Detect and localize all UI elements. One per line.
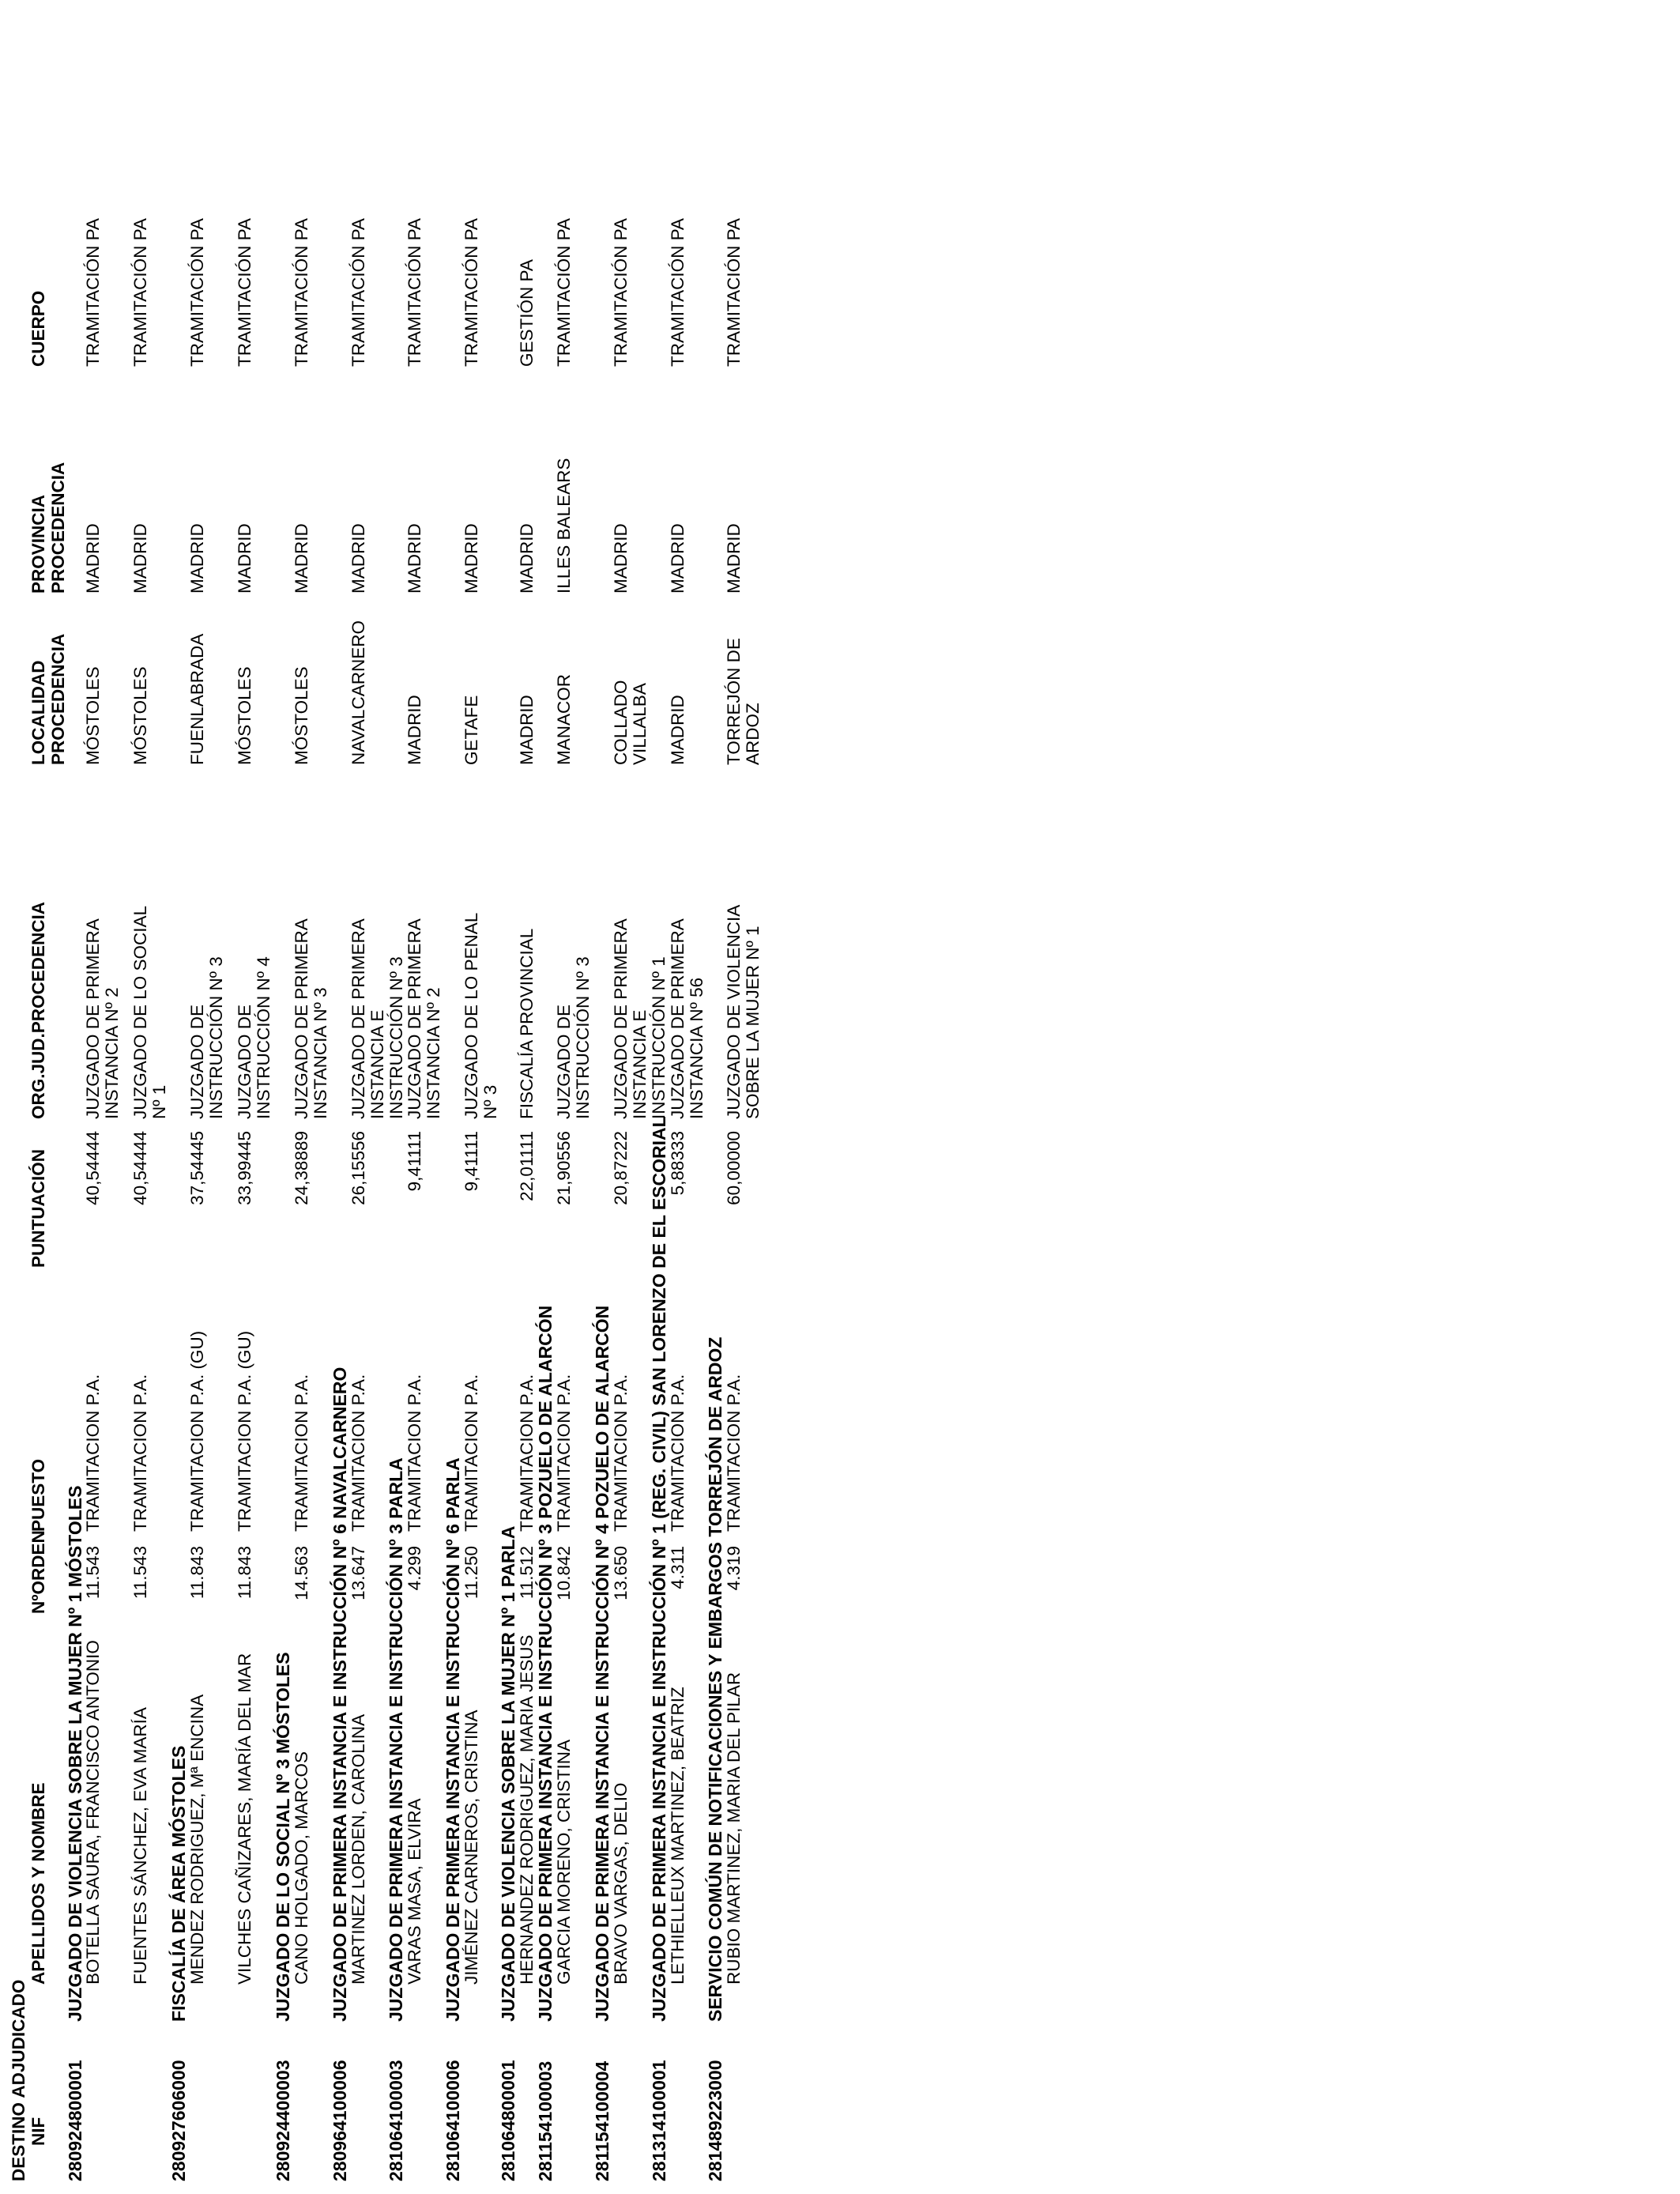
row-nombre: MENDEZ RODRIGUEZ, Mª ENCINA bbox=[187, 1694, 207, 1985]
row-cuerpo: TRAMITACIÓN PA bbox=[187, 218, 207, 367]
row-provincia: MADRID bbox=[517, 523, 537, 594]
group-nif: 281064100006 bbox=[443, 2060, 463, 2181]
row-org: JUZGADO DE LO SOCIAL Nº 1 bbox=[130, 906, 169, 1119]
row-puntuacion: 37,54445 bbox=[187, 1131, 207, 1205]
col-header-nombre: APELLIDOS Y NOMBRE bbox=[28, 1782, 48, 1985]
group-nif: 281489223000 bbox=[705, 2060, 725, 2181]
row-localidad: MANACOR bbox=[554, 673, 574, 765]
row-localidad: MADRID bbox=[668, 695, 687, 765]
row-puntuacion: 24,38889 bbox=[292, 1131, 311, 1205]
row-puesto: TRAMITACION P.A. (GU) bbox=[187, 1330, 207, 1532]
row-org: JUZGADO DE PRIMERA INSTANCIA E INSTRUCCIÓN Nº 3 bbox=[348, 919, 406, 1119]
group-nif: 281154100004 bbox=[592, 2060, 612, 2181]
row-provincia: MADRID bbox=[83, 523, 103, 594]
row-localidad: GETAFE bbox=[461, 695, 481, 765]
row-cuerpo: TRAMITACIÓN PA bbox=[554, 218, 574, 367]
row-cuerpo: GESTIÓN PA bbox=[517, 259, 537, 367]
row-puesto: TRAMITACION P.A. bbox=[554, 1374, 574, 1532]
group-name: SERVICIO COMÚN DE NOTIFICACIONES Y EMBARGOS TORREJÓN DE ARDOZ bbox=[705, 1336, 725, 2022]
row-puesto: TRAMITACION P.A. bbox=[461, 1374, 481, 1532]
row-norden: 4.311 bbox=[668, 1546, 687, 1589]
group-name: JUZGADO DE PRIMERA INSTANCIA E INSTRUCCIÓN Nº 3 POZUELO DE ALARCÓN bbox=[535, 1305, 556, 2022]
row-provincia: MADRID bbox=[130, 523, 150, 594]
row-norden: 4.319 bbox=[724, 1546, 744, 1591]
group-nif: 281154100003 bbox=[535, 2060, 556, 2181]
row-provincia: MADRID bbox=[461, 523, 481, 594]
row-nombre: RUBIO MARTINEZ, MARIA DEL PILAR bbox=[724, 1672, 744, 1985]
row-cuerpo: TRAMITACIÓN PA bbox=[348, 218, 368, 367]
row-nombre: MARTINEZ LORDEN, CAROLINA bbox=[348, 1713, 368, 1985]
row-org: JUZGADO DE LO PENAL Nº 3 bbox=[461, 913, 500, 1119]
row-nombre: BRAVO VARGAS, DELIO bbox=[611, 1782, 631, 1985]
col-header-provincia: PROVINCIA PROCEDENCIA bbox=[28, 462, 68, 594]
group-nif: 281064800001 bbox=[498, 2060, 518, 2181]
row-norden: 11.512 bbox=[517, 1546, 537, 1600]
row-puntuacion: 40,54444 bbox=[130, 1131, 150, 1205]
row-provincia: MADRID bbox=[405, 523, 424, 594]
group-name: JUZGADO DE PRIMERA INSTANCIA E INSTRUCCIÓN Nº 1 (REG. CIVIL) SAN LORENZO DE EL ESCORIAL bbox=[649, 1116, 669, 2022]
document-title: DESTINO ADJUDICADO bbox=[9, 1979, 28, 2181]
row-nombre: LETHIELLEUX MARTINEZ, BEATRIZ bbox=[668, 1687, 687, 1985]
row-org: JUZGADO DE PRIMERA INSTANCIA Nº 2 bbox=[405, 919, 443, 1119]
row-localidad: NAVALCARNERO bbox=[348, 620, 368, 765]
row-provincia: MADRID bbox=[235, 523, 254, 594]
row-norden: 13.650 bbox=[611, 1546, 631, 1600]
row-provincia: MADRID bbox=[187, 523, 207, 594]
row-cuerpo: TRAMITACIÓN PA bbox=[83, 218, 103, 367]
row-puesto: TRAMITACION P.A. bbox=[724, 1374, 744, 1532]
row-org: JUZGADO DE INSTRUCCIÓN Nº 3 bbox=[187, 956, 226, 1119]
row-localidad: TORREJÓN DE ARDOZ bbox=[724, 638, 763, 765]
group-nif: 280964100006 bbox=[330, 2060, 350, 2181]
row-cuerpo: TRAMITACIÓN PA bbox=[405, 218, 424, 367]
row-org: JUZGADO DE PRIMERA INSTANCIA E INSTRUCCIÓN Nº 1 bbox=[611, 919, 669, 1119]
col-header-localidad: LOCALIDAD PROCEDENCIA bbox=[28, 633, 68, 765]
row-nombre: VILCHES CAÑIZARES, MARÍA DEL MAR bbox=[235, 1653, 254, 1985]
row-norden: 11.543 bbox=[83, 1546, 103, 1600]
row-puesto: TRAMITACION P.A. (GU) bbox=[235, 1330, 254, 1532]
group-nif: 280927606000 bbox=[168, 2060, 189, 2181]
row-puntuacion: 40,54444 bbox=[83, 1131, 103, 1205]
row-nombre: FUENTES SÁNCHEZ, EVA MARÍA bbox=[130, 1707, 150, 1985]
row-puesto: TRAMITACION P.A. bbox=[668, 1374, 687, 1532]
row-norden: 10.842 bbox=[554, 1546, 574, 1600]
row-org: JUZGADO DE INSTRUCCIÓN Nº 4 bbox=[235, 956, 273, 1119]
group-name: JUZGADO DE PRIMERA INSTANCIA E INSTRUCCIÓN Nº 6 NAVALCARNERO bbox=[330, 1367, 350, 2022]
row-org: FISCALÍA PROVINCIAL bbox=[517, 928, 537, 1119]
col-header-norden: NºORDEN bbox=[28, 1530, 48, 1614]
row-provincia: MADRID bbox=[724, 523, 744, 594]
row-nombre: CANO HOLGADO, MARCOS bbox=[292, 1751, 311, 1985]
row-provincia: MADRID bbox=[668, 523, 687, 594]
row-nombre: HERNANDEZ RODRIGUEZ, MARIA JESUS bbox=[517, 1634, 537, 1985]
row-localidad: MÓSTOLES bbox=[292, 666, 311, 765]
row-provincia: MADRID bbox=[611, 523, 631, 594]
row-norden: 11.843 bbox=[187, 1546, 207, 1600]
row-org: JUZGADO DE PRIMERA INSTANCIA Nº 2 bbox=[83, 919, 122, 1119]
row-localidad: FUENLABRADA bbox=[187, 633, 207, 765]
group-name: JUZGADO DE PRIMERA INSTANCIA E INSTRUCCIÓN Nº 3 PARLA bbox=[386, 1457, 406, 2022]
row-puntuacion: 9,41111 bbox=[405, 1131, 424, 1192]
row-localidad: MÓSTOLES bbox=[235, 666, 254, 765]
group-name: JUZGADO DE LO SOCIAL Nº 3 MÓSTOLES bbox=[273, 1652, 293, 2022]
row-nombre: GARCIA MORENO, CRISTINA bbox=[554, 1739, 574, 1985]
row-norden: 14.563 bbox=[292, 1546, 311, 1600]
col-header-cuerpo: CUERPO bbox=[28, 290, 48, 367]
row-puesto: TRAMITACION P.A. bbox=[83, 1374, 103, 1532]
row-norden: 13.647 bbox=[348, 1546, 368, 1600]
row-provincia: MADRID bbox=[292, 523, 311, 594]
row-puesto: TRAMITACION P.A. bbox=[292, 1374, 311, 1532]
row-puntuacion: 60,00000 bbox=[724, 1131, 744, 1205]
row-puesto: TRAMITACION P.A. bbox=[130, 1374, 150, 1532]
row-localidad: MADRID bbox=[405, 695, 424, 765]
row-cuerpo: TRAMITACIÓN PA bbox=[668, 218, 687, 367]
row-nombre: VARAS MASA, ELVIRA bbox=[405, 1798, 424, 1985]
row-puesto: TRAMITACION P.A. bbox=[348, 1374, 368, 1532]
row-puntuacion: 9,41111 bbox=[461, 1131, 481, 1192]
row-cuerpo: TRAMITACIÓN PA bbox=[235, 218, 254, 367]
row-puntuacion: 33,99445 bbox=[235, 1131, 254, 1205]
row-cuerpo: TRAMITACIÓN PA bbox=[461, 218, 481, 367]
group-name: JUZGADO DE PRIMERA INSTANCIA E INSTRUCCIÓN Nº 4 POZUELO DE ALARCÓN bbox=[592, 1305, 612, 2022]
row-cuerpo: TRAMITACIÓN PA bbox=[292, 218, 311, 367]
group-nif: 280924800001 bbox=[65, 2060, 85, 2181]
row-puntuacion: 21,90556 bbox=[554, 1131, 574, 1205]
row-norden: 11.250 bbox=[461, 1546, 481, 1600]
group-name: FISCALÍA DE ÁREA MÓSTOLES bbox=[168, 1745, 189, 2022]
row-org: JUZGADO DE INSTRUCCIÓN Nº 3 bbox=[554, 956, 593, 1119]
row-cuerpo: TRAMITACIÓN PA bbox=[130, 218, 150, 367]
col-header-puntuacion: PUNTUACIÓN bbox=[28, 1149, 48, 1268]
group-name: JUZGADO DE PRIMERA INSTANCIA E INSTRUCCIÓN Nº 6 PARLA bbox=[443, 1457, 463, 2022]
row-norden: 11.543 bbox=[130, 1546, 150, 1600]
row-puesto: TRAMITACION P.A. bbox=[611, 1374, 631, 1532]
row-org: JUZGADO DE PRIMERA INSTANCIA Nº 56 bbox=[668, 919, 706, 1119]
group-nif: 281064100003 bbox=[386, 2060, 406, 2181]
row-norden: 4.299 bbox=[405, 1546, 424, 1591]
group-name: JUZGADO DE VIOLENCIA SOBRE LA MUJER Nº 1 PARLA bbox=[498, 1525, 518, 2022]
row-nombre: JIMÉNEZ CARNEROS, CRISTINA bbox=[461, 1710, 481, 1985]
group-name: JUZGADO DE VIOLENCIA SOBRE LA MUJER Nº 1 MÓSTOLES bbox=[65, 1485, 85, 2022]
row-localidad: MÓSTOLES bbox=[130, 666, 150, 765]
row-cuerpo: TRAMITACIÓN PA bbox=[724, 218, 744, 367]
row-norden: 11.843 bbox=[235, 1546, 254, 1600]
row-puntuacion: 5,88333 bbox=[668, 1131, 687, 1196]
row-localidad: COLLADO VILLALBA bbox=[611, 680, 650, 765]
row-localidad: MADRID bbox=[517, 695, 537, 765]
row-org: JUZGADO DE PRIMERA INSTANCIA Nº 3 bbox=[292, 919, 330, 1119]
row-puntuacion: 20,87222 bbox=[611, 1131, 631, 1205]
group-nif: 280924400003 bbox=[273, 2060, 293, 2181]
col-header-nif: NIF bbox=[28, 2117, 48, 2146]
col-header-puesto: PUESTO bbox=[28, 1458, 48, 1532]
group-nif: 281314100001 bbox=[649, 2060, 669, 2181]
row-org: JUZGADO DE VIOLENCIA SOBRE LA MUJER Nº 1 bbox=[724, 905, 763, 1119]
row-provincia: MADRID bbox=[348, 523, 368, 594]
row-puntuacion: 26,15556 bbox=[348, 1131, 368, 1205]
row-cuerpo: TRAMITACIÓN PA bbox=[611, 218, 631, 367]
col-header-org: ORG.JUD.PROCEDENCIA bbox=[28, 901, 48, 1119]
row-localidad: MÓSTOLES bbox=[83, 666, 103, 765]
row-provincia: ILLES BALEARS bbox=[554, 458, 574, 594]
row-puesto: TRAMITACION P.A. bbox=[517, 1374, 537, 1532]
row-nombre: BOTELLA SAURA, FRANCISCO ANTONIO bbox=[83, 1640, 103, 1985]
row-puesto: TRAMITACION P.A. bbox=[405, 1374, 424, 1532]
row-puntuacion: 22,01111 bbox=[517, 1131, 537, 1201]
